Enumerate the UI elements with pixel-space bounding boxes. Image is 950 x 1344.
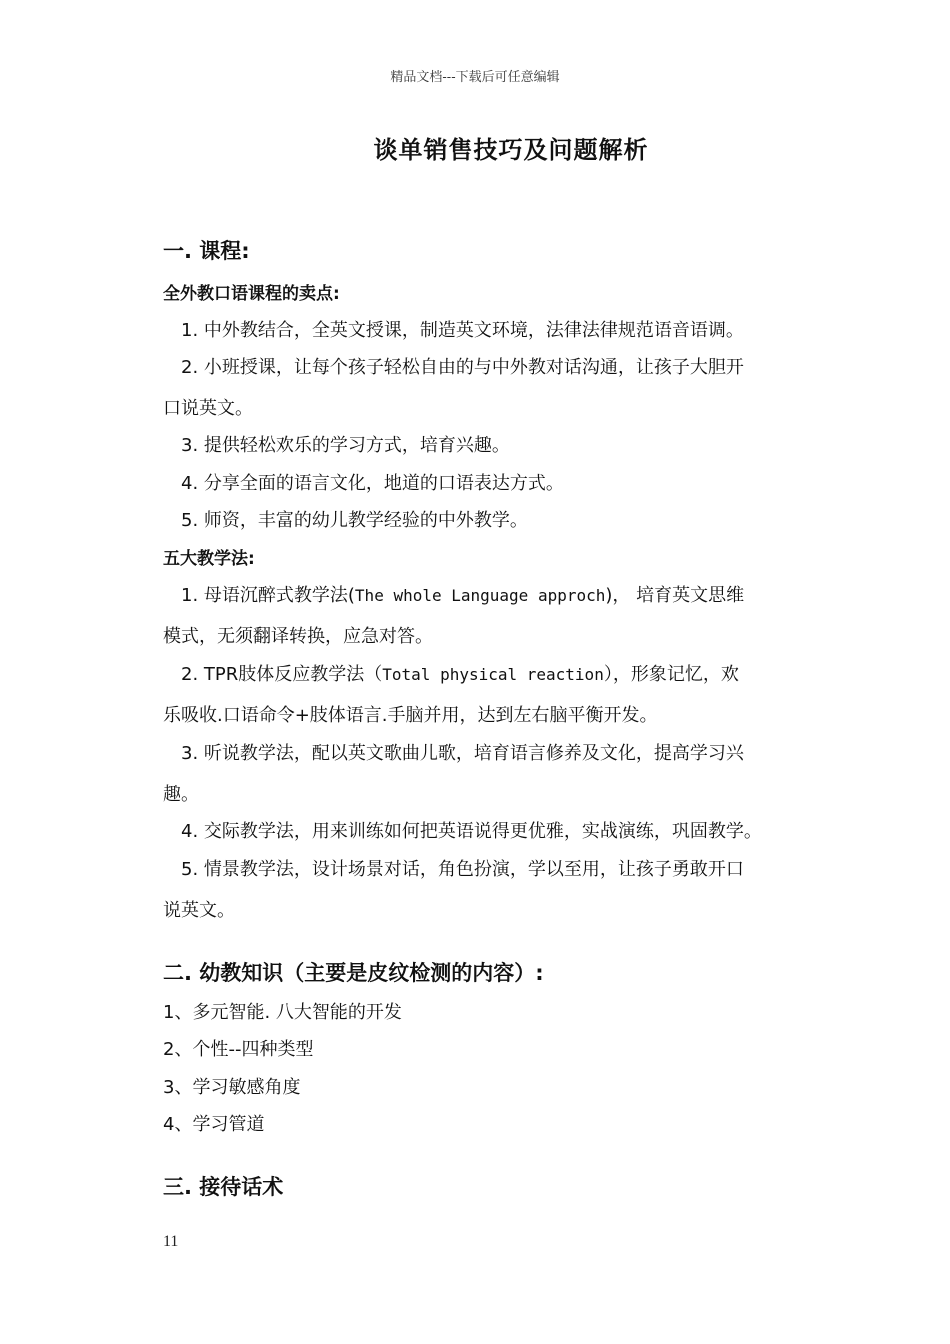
teaching-methods-heading: 五大教学法: (163, 549, 255, 569)
selling-point-3: 3. 提供轻松欢乐的学习方式，培育兴趣。 (181, 435, 510, 456)
method-5-cont: 说英文。 (163, 900, 235, 921)
method-5: 5. 情景教学法，设计场景对话，角色扮演，学以至用，让孩子勇敢开口 (181, 859, 744, 880)
knowledge-item-4: 4、学习管道 (163, 1114, 265, 1135)
selling-point-2: 2. 小班授课，让每个孩子轻松自由的与中外教对话沟通，让孩子大胆开 (181, 357, 744, 378)
section-2-heading: 二. 幼教知识（主要是皮纹检测的内容）: (163, 961, 544, 985)
method-1-english: The whole Language approch (354, 586, 606, 605)
method-2-english: Total physical reaction (382, 665, 604, 684)
method-3: 3. 听说教学法，配以英文歌曲儿歌，培育语言修养及文化，提高学习兴 (181, 743, 744, 764)
method-2-cont: 乐吸收.口语命令+肢体语言.手脑并用，达到左右脑平衡开发。 (163, 705, 658, 726)
selling-point-1: 1. 中外教结合，全英文授课，制造英文环境，法律法律规范语音语调。 (181, 320, 744, 341)
selling-point-4: 4. 分享全面的语言文化，地道的口语表达方式。 (181, 473, 564, 494)
method-4: 4. 交际教学法，用来训练如何把英语说得更优雅，实战演练，巩固教学。 (181, 821, 762, 842)
selling-points-heading: 全外教口语课程的卖点: (163, 284, 340, 304)
knowledge-item-3: 3、学习敏感角度 (163, 1077, 301, 1098)
selling-point-5: 5. 师资，丰富的幼儿教学经验的中外教学。 (181, 510, 528, 531)
method-1-text: 1. 母语沉醉式教学法( (181, 585, 355, 606)
method-2 (181, 664, 739, 686)
method-1 (181, 585, 744, 607)
method-1-cont: 模式，无须翻译转换，应急对答。 (163, 626, 433, 647)
page-header: 精品文档---下载后可任意编辑 (390, 70, 560, 85)
section-3-heading: 三. 接待话术 (163, 1175, 284, 1199)
method-2-tail: ），形象记忆，欢 (603, 664, 739, 685)
knowledge-item-1: 1、多元智能. 八大智能的开发 (163, 1002, 402, 1023)
document-title: 谈单销售技巧及问题解析 (373, 136, 649, 164)
knowledge-item-2: 2、个性--四种类型 (163, 1039, 314, 1060)
method-3-cont: 趣。 (163, 784, 199, 805)
section-1-heading: 一. 课程: (163, 239, 250, 263)
method-1-tail: )， 培育英文思维 (605, 585, 745, 606)
page-number: 11 (163, 1233, 179, 1250)
method-2-text: 2. TPR肢体反应教学法（ (181, 664, 383, 685)
selling-point-2-cont: 口说英文。 (163, 398, 253, 419)
